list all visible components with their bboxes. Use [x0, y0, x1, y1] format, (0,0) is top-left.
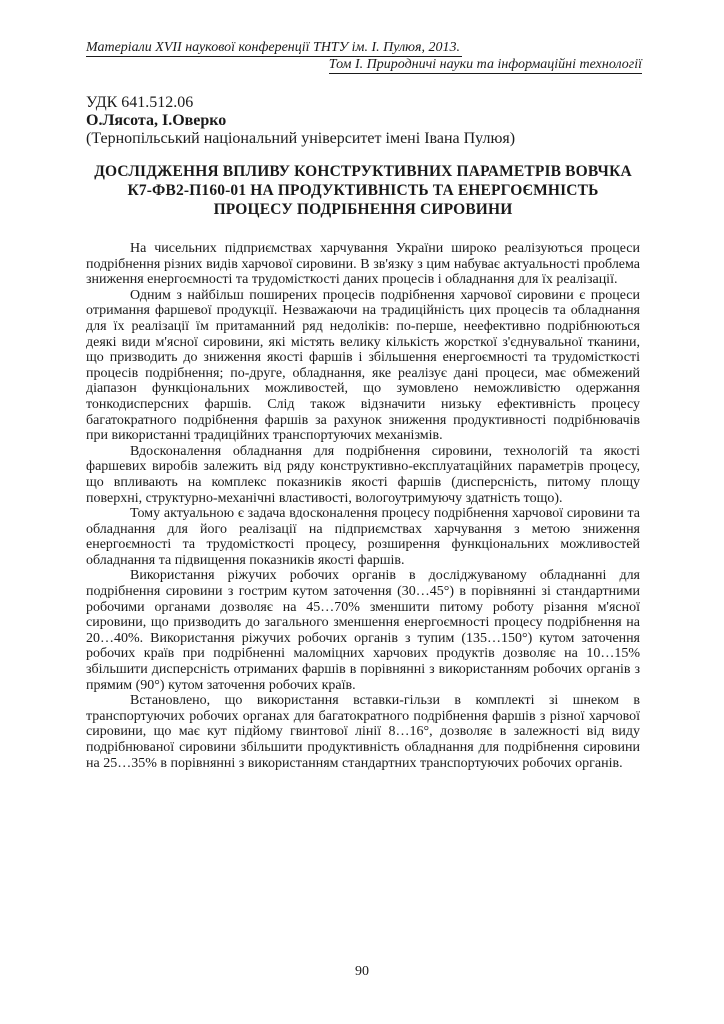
- authors: О.Лясота, І.Оверко: [86, 112, 227, 129]
- paragraph: На чисельних підприємствах харчування України широко реалізуються процеси подрібнення різних видів харчової сировини. В зв'язку з цим набуває актуальності проблема зниження енергоємності та трудомісткості даних процесів і обладнання для їх реалізації.: [86, 241, 640, 288]
- article-body: [86, 241, 640, 771]
- affiliation: (Тернопільський національний університет імені Івана Пулюя): [86, 130, 516, 147]
- paragraph: Використання ріжучих робочих органів в досліджуваному обладнанні для подрібнення сировини з гострим кутом заточення (30…45°) в порівнянні зі стандартними робочими органами дозволяє на 45…70% зменшити питому роботу різання м'ясної сировини, що призводить до загального зменшення енергоємності процесу подрібнення на 20…40%. Використання ріжучих робочих органів з тупим (135…150°) кутом заточення робочих країв при подрібненні маломіцних харчових продуктів дозволяє на 10…15% збільшити дисперсність отриманих фаршів в порівнянні з використанням робочих органів з прямим (90°) кутом заточення робочих країв.: [86, 568, 640, 693]
- article-meta: [86, 94, 646, 148]
- udc-code: УДК 641.512.06: [86, 94, 194, 111]
- header-volume-line: Том І. Природничі науки та інформаційні технології: [328, 57, 642, 72]
- paragraph: Вдосконалення обладнання для подрібнення сировини, технологій та якості фаршевих виробів залежить від ряду конструктивно-експлуатаційних параметрів процесу, що впливають на комплекс показників якості фаршів (дисперсність, питому площу поверхні, структурно-механічні властивості, вологоутримуючу здатність тощо).: [86, 443, 640, 506]
- paragraph: Тому актуальною є задача вдосконалення процесу подрібнення харчової сировини та обладнання для його реалізації на підприємствах харчування з метою зниження енергоємності та трудомісткості процесу, розширення функціональних можливостей обладнання та підвищення показників якості фаршів.: [86, 506, 640, 568]
- page-number: 90: [355, 964, 369, 979]
- paragraph: Встановлено, що використання вставки-гільзи в комплекті зі шнеком в транспортуючих робочих органах для багатократного подрібнення фаршів з різної харчової сировини, що має кут підйому гвинтової лінії 8…16°, дозволяє в залежності від виду подрібнюваної сировини збільшити продуктивність обладнання для подрібнення сировини на 25…35% в порівнянні з використанням стандартних транспортуючих робочих органів.: [86, 693, 640, 771]
- paragraph: Одним з найбільш поширених процесів подрібнення харчової сировини є процеси отримання фаршевої продукції. Незважаючи на традиційність цих процесів та обладнання для їх реалізації їм притаманний ряд недоліків: по-перше, неефективно подрібнюються деякі види м'ясної сировини, які містять велику кількість жорсткої з'єднувальної тканини, що призводить до зниження якості фаршів і збільшення енергоємності та трудомісткості процесів подрібнення; по-друге, обладнання, яке реалізує дані процеси, має обмежений діапазон функціональних можливостей, що зумовлено неможливістю одержання тонкодисперсних фаршів. Слід також відзначити низьку ефективність процесу багатократного подрібнення фаршів за рахунок зниження продуктивності подрібнювачів при використанні традиційних транспортуючих механізмів.: [86, 287, 640, 444]
- header-conference-line: Матеріали XVІІ наукової конференції ТНТУ ім. І. Пулюя, 2013.: [86, 40, 461, 55]
- running-header: [86, 40, 642, 74]
- article-title: ДОСЛІДЖЕННЯ ВПЛИВУ КОНСТРУКТИВНИХ ПАРАМЕТРІВ ВОВЧКА К7-ФВ2-П160-01 НА ПРОДУКТИВНІСТЬ ТА ЕНЕРГОЄМНІСТЬ ПРОЦЕСУ ПОДРІБНЕННЯ СИРОВИНИ: [94, 163, 632, 218]
